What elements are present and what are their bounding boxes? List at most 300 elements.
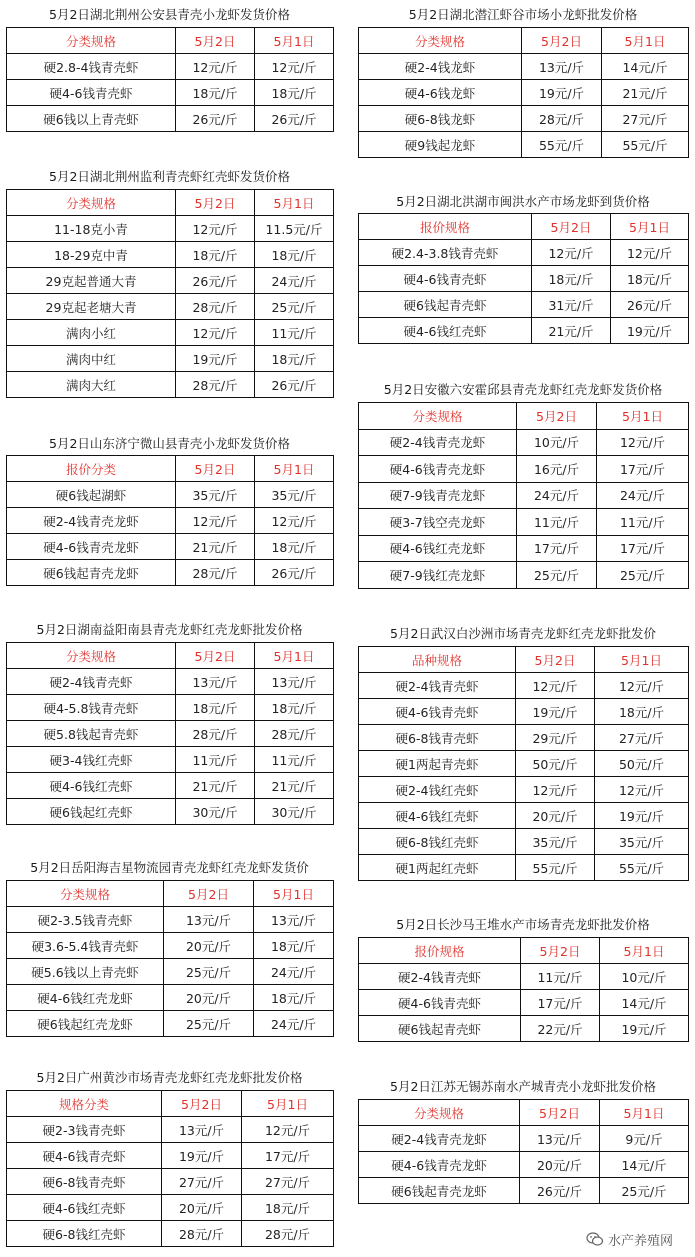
header-cell-date-1: 5月2日 xyxy=(532,214,611,240)
price-cell-may1: 13元/斤 xyxy=(254,907,334,933)
header-cell-spec: 分类规格 xyxy=(359,1100,520,1126)
spec-cell: 硬3-4钱红壳虾 xyxy=(7,747,176,773)
price-cell-may1: 13元/斤 xyxy=(255,669,334,695)
price-table xyxy=(358,1099,689,1204)
price-cell-may1: 18元/斤 xyxy=(254,933,334,959)
price-cell-may2: 21元/斤 xyxy=(176,773,255,799)
price-cell-may1: 19元/斤 xyxy=(595,803,689,829)
price-cell-may1: 18元/斤 xyxy=(255,242,334,268)
table-header-row xyxy=(359,1100,689,1126)
price-cell-may2: 18元/斤 xyxy=(176,242,255,268)
table-row xyxy=(359,1152,689,1178)
price-table xyxy=(6,642,334,825)
price-cell-may1: 19元/斤 xyxy=(600,1016,689,1042)
price-cell-may1: 24元/斤 xyxy=(255,268,334,294)
table-row xyxy=(7,773,334,799)
price-cell-may1: 55元/斤 xyxy=(602,132,689,158)
spec-cell: 硬9钱起龙虾 xyxy=(359,132,522,158)
price-table xyxy=(358,646,689,881)
price-cell-may1: 21元/斤 xyxy=(602,80,689,106)
table-title: 5月2日湖北潜江虾谷市场小龙虾批发价格 xyxy=(408,7,638,22)
header-cell-date-2: 5月1日 xyxy=(600,1100,689,1126)
price-cell-may2: 28元/斤 xyxy=(162,1221,242,1247)
price-cell-may2: 10元/斤 xyxy=(517,429,597,456)
spec-cell: 硬4-6钱青壳虾 xyxy=(7,80,176,106)
spec-cell: 硬6-8钱青壳虾 xyxy=(7,1169,162,1195)
table-row xyxy=(359,1126,689,1152)
spec-cell: 硬6钱起红壳虾 xyxy=(7,799,176,825)
price-cell-may1: 12元/斤 xyxy=(595,673,689,699)
price-cell-may2: 13元/斤 xyxy=(176,669,255,695)
table-row xyxy=(7,695,334,721)
price-cell-may2: 55元/斤 xyxy=(522,132,602,158)
spec-cell: 硬4-6钱青壳龙虾 xyxy=(359,456,517,483)
table-row xyxy=(7,268,334,294)
header-cell-date-1: 5月2日 xyxy=(176,643,255,669)
price-cell-may1: 11元/斤 xyxy=(255,747,334,773)
table-row xyxy=(359,1016,689,1042)
table-row xyxy=(7,1117,334,1143)
spec-cell: 硬7-9钱红壳龙虾 xyxy=(359,562,517,589)
price-cell-may1: 24元/斤 xyxy=(254,959,334,985)
price-cell-may2: 12元/斤 xyxy=(516,777,595,803)
table-row xyxy=(359,535,689,562)
spec-cell: 硬1两起红壳虾 xyxy=(359,855,516,881)
table-title: 5月2日湖南益阳南县青壳龙虾红壳龙虾批发价格 xyxy=(36,622,303,637)
price-cell-may2: 28元/斤 xyxy=(176,372,255,398)
table-row xyxy=(7,721,334,747)
table-row xyxy=(7,985,334,1011)
price-cell-may1: 12元/斤 xyxy=(255,54,334,80)
price-cell-may2: 20元/斤 xyxy=(164,933,254,959)
table-row xyxy=(359,990,689,1016)
price-cell-may1: 18元/斤 xyxy=(255,695,334,721)
spec-cell: 硬6钱以上青壳虾 xyxy=(7,106,176,132)
table-row xyxy=(7,747,334,773)
table-row xyxy=(359,240,689,266)
table-header-row xyxy=(359,938,689,964)
table-header-row xyxy=(359,647,689,673)
table-title: 5月2日江苏无锡苏南水产城青壳小龙虾批发价格 xyxy=(390,1079,656,1094)
price-cell-may1: 12元/斤 xyxy=(597,429,689,456)
price-cell-may1: 19元/斤 xyxy=(611,318,689,344)
price-cell-may1: 26元/斤 xyxy=(255,106,334,132)
spec-cell: 硬2.8-4钱青壳虾 xyxy=(7,54,176,80)
price-cell-may1: 11元/斤 xyxy=(255,320,334,346)
table-row xyxy=(7,560,334,586)
table-row xyxy=(359,725,689,751)
table-header-row xyxy=(359,28,689,54)
price-table xyxy=(358,402,689,589)
spec-cell: 硬2-4钱青壳虾 xyxy=(359,673,516,699)
price-cell-may2: 28元/斤 xyxy=(176,294,255,320)
spec-cell: 硬6-8钱龙虾 xyxy=(359,106,522,132)
price-cell-may1: 26元/斤 xyxy=(255,372,334,398)
table-row xyxy=(359,855,689,881)
price-table xyxy=(6,189,334,398)
table-row xyxy=(7,242,334,268)
price-cell-may1: 26元/斤 xyxy=(255,560,334,586)
table-row xyxy=(7,80,334,106)
header-cell-date-1: 5月2日 xyxy=(516,647,595,673)
table-row xyxy=(7,508,334,534)
spec-cell: 硬4-6钱龙虾 xyxy=(359,80,522,106)
header-cell-date-1: 5月2日 xyxy=(164,881,254,907)
header-cell-date-2: 5月1日 xyxy=(600,938,689,964)
table-row xyxy=(7,669,334,695)
price-cell-may1: 27元/斤 xyxy=(602,106,689,132)
price-cell-may1: 35元/斤 xyxy=(595,829,689,855)
price-cell-may2: 19元/斤 xyxy=(162,1143,242,1169)
header-cell-date-2: 5月1日 xyxy=(255,643,334,669)
table-header-row xyxy=(7,1091,334,1117)
header-cell-date-1: 5月2日 xyxy=(176,190,255,216)
price-cell-may1: 26元/斤 xyxy=(611,292,689,318)
spec-cell: 硬6钱起青壳龙虾 xyxy=(7,560,176,586)
price-cell-may2: 25元/斤 xyxy=(164,1011,254,1037)
spec-cell: 硬7-9钱青壳龙虾 xyxy=(359,482,517,509)
header-cell-spec: 分类规格 xyxy=(359,28,522,54)
spec-cell: 硬4-6钱红壳虾 xyxy=(7,1195,162,1221)
spec-cell: 硬1两起青壳虾 xyxy=(359,751,516,777)
price-cell-may1: 18元/斤 xyxy=(254,985,334,1011)
table-row xyxy=(359,1178,689,1204)
header-cell-date-2: 5月1日 xyxy=(611,214,689,240)
table-header-row xyxy=(7,456,334,482)
price-cell-may2: 13元/斤 xyxy=(162,1117,242,1143)
spec-cell: 满肉大红 xyxy=(7,372,176,398)
price-cell-may2: 21元/斤 xyxy=(176,534,255,560)
price-cell-may1: 18元/斤 xyxy=(255,80,334,106)
table-header-row xyxy=(7,28,334,54)
table-row xyxy=(359,429,689,456)
price-cell-may2: 12元/斤 xyxy=(176,508,255,534)
table-row xyxy=(359,751,689,777)
price-cell-may2: 21元/斤 xyxy=(532,318,611,344)
header-cell-spec: 分类规格 xyxy=(7,190,176,216)
price-cell-may2: 13元/斤 xyxy=(522,54,602,80)
table-title: 5月2日安徽六安霍邱县青壳龙虾红壳龙虾发货价格 xyxy=(383,382,663,397)
spec-cell: 硬2-4钱红壳虾 xyxy=(359,777,516,803)
spec-cell: 硬2.4-3.8钱青壳虾 xyxy=(359,240,532,266)
table-row xyxy=(7,959,334,985)
price-cell-may2: 12元/斤 xyxy=(176,54,255,80)
spec-cell: 满肉小红 xyxy=(7,320,176,346)
price-cell-may2: 25元/斤 xyxy=(164,959,254,985)
price-table xyxy=(358,937,689,1042)
table-title: 5月2日广州黄沙市场青壳龙虾红壳龙虾批发价格 xyxy=(36,1070,303,1085)
price-table xyxy=(6,1090,334,1247)
table-row xyxy=(7,1221,334,1247)
price-cell-may1: 17元/斤 xyxy=(597,535,689,562)
header-cell-date-1: 5月2日 xyxy=(517,403,597,430)
price-cell-may2: 11元/斤 xyxy=(176,747,255,773)
header-cell-date-1: 5月2日 xyxy=(176,456,255,482)
header-cell-spec: 分类规格 xyxy=(7,881,164,907)
table-header-row xyxy=(7,643,334,669)
price-cell-may1: 25元/斤 xyxy=(597,562,689,589)
price-cell-may2: 18元/斤 xyxy=(176,695,255,721)
price-cell-may2: 13元/斤 xyxy=(164,907,254,933)
table-row xyxy=(359,803,689,829)
table-row xyxy=(7,799,334,825)
table-row xyxy=(7,372,334,398)
table-title: 5月2日湖北荆州公安县青壳小龙虾发货价格 xyxy=(49,7,290,22)
price-cell-may2: 19元/斤 xyxy=(516,699,595,725)
header-cell-date-1: 5月2日 xyxy=(521,938,600,964)
spec-cell: 硬2-4钱青壳龙虾 xyxy=(359,1126,520,1152)
price-cell-may2: 11元/斤 xyxy=(521,964,600,990)
price-cell-may2: 35元/斤 xyxy=(516,829,595,855)
spec-cell: 满肉中红 xyxy=(7,346,176,372)
price-table xyxy=(358,27,689,158)
spec-cell: 硬3-7钱空壳龙虾 xyxy=(359,509,517,536)
spec-cell: 硬6钱起青壳龙虾 xyxy=(359,1178,520,1204)
price-table xyxy=(6,455,334,586)
price-cell-may2: 55元/斤 xyxy=(516,855,595,881)
table-row xyxy=(7,1143,334,1169)
price-cell-may1: 24元/斤 xyxy=(597,482,689,509)
table-row xyxy=(359,482,689,509)
spec-cell: 硬6-8钱青壳虾 xyxy=(359,725,516,751)
price-cell-may2: 18元/斤 xyxy=(532,266,611,292)
price-cell-may2: 50元/斤 xyxy=(516,751,595,777)
spec-cell: 29克起老塘大青 xyxy=(7,294,176,320)
table-header-row xyxy=(7,190,334,216)
header-cell-date-2: 5月1日 xyxy=(602,28,689,54)
spec-cell: 硬2-3.5钱青壳虾 xyxy=(7,907,164,933)
spec-cell: 硬4-6钱红壳龙虾 xyxy=(7,985,164,1011)
spec-cell: 硬2-4钱青壳虾 xyxy=(7,669,176,695)
header-cell-date-2: 5月1日 xyxy=(254,881,334,907)
price-cell-may1: 18元/斤 xyxy=(595,699,689,725)
price-cell-may2: 12元/斤 xyxy=(532,240,611,266)
table-row xyxy=(359,456,689,483)
table-row xyxy=(359,673,689,699)
spec-cell: 硬6钱起青壳虾 xyxy=(359,292,532,318)
price-cell-may2: 16元/斤 xyxy=(517,456,597,483)
price-cell-may1: 10元/斤 xyxy=(600,964,689,990)
table-row xyxy=(359,964,689,990)
header-cell-date-2: 5月1日 xyxy=(255,28,334,54)
spec-cell: 硬6钱起青壳虾 xyxy=(359,1016,521,1042)
table-row xyxy=(7,1011,334,1037)
table-row xyxy=(359,318,689,344)
header-cell-spec: 品种规格 xyxy=(359,647,516,673)
price-cell-may2: 17元/斤 xyxy=(521,990,600,1016)
spec-cell: 硬2-4钱青壳龙虾 xyxy=(7,508,176,534)
price-cell-may2: 12元/斤 xyxy=(176,216,255,242)
table-row xyxy=(7,933,334,959)
table-title: 5月2日湖北荆州监利青壳虾红壳虾发货价格 xyxy=(49,169,290,184)
spec-cell: 硬4-6钱青壳龙虾 xyxy=(7,534,176,560)
table-row xyxy=(359,132,689,158)
price-cell-may1: 21元/斤 xyxy=(255,773,334,799)
header-cell-spec: 报价规格 xyxy=(359,938,521,964)
price-cell-may2: 26元/斤 xyxy=(520,1178,600,1204)
spec-cell: 硬5.8钱起青壳虾 xyxy=(7,721,176,747)
price-cell-may2: 12元/斤 xyxy=(516,673,595,699)
table-row xyxy=(7,106,334,132)
table-title: 5月2日湖北洪湖市闽洪水产市场龙虾到货价格 xyxy=(396,194,650,209)
table-row xyxy=(7,294,334,320)
header-cell-date-1: 5月2日 xyxy=(520,1100,600,1126)
price-table xyxy=(6,27,334,132)
price-cell-may2: 11元/斤 xyxy=(517,509,597,536)
spec-cell: 硬4-6钱青壳虾 xyxy=(7,1143,162,1169)
header-cell-date-2: 5月1日 xyxy=(597,403,689,430)
header-cell-date-2: 5月1日 xyxy=(242,1091,334,1117)
price-cell-may2: 22元/斤 xyxy=(521,1016,600,1042)
price-cell-may2: 18元/斤 xyxy=(176,80,255,106)
table-row xyxy=(7,907,334,933)
spec-cell: 硬2-3钱青壳虾 xyxy=(7,1117,162,1143)
table-row xyxy=(359,80,689,106)
price-table xyxy=(358,213,689,344)
spec-cell: 硬4-6钱红壳龙虾 xyxy=(359,535,517,562)
table-row xyxy=(359,829,689,855)
price-cell-may1: 12元/斤 xyxy=(595,777,689,803)
table-row xyxy=(359,562,689,589)
table-header-row xyxy=(359,214,689,240)
price-cell-may2: 26元/斤 xyxy=(176,268,255,294)
spec-cell: 11-18克小青 xyxy=(7,216,176,242)
price-cell-may2: 19元/斤 xyxy=(176,346,255,372)
table-row xyxy=(7,1169,334,1195)
spec-cell: 硬4-6钱红壳虾 xyxy=(359,318,532,344)
header-cell-spec: 分类规格 xyxy=(7,28,176,54)
wechat-icon xyxy=(586,1232,604,1247)
price-cell-may1: 28元/斤 xyxy=(255,721,334,747)
header-cell-date-2: 5月1日 xyxy=(595,647,689,673)
price-cell-may2: 13元/斤 xyxy=(520,1126,600,1152)
price-cell-may1: 12元/斤 xyxy=(242,1117,334,1143)
header-cell-spec: 报价分类 xyxy=(7,456,176,482)
spec-cell: 硬2-4钱龙虾 xyxy=(359,54,522,80)
table-title: 5月2日岳阳海吉星物流园青壳龙虾红壳龙虾发货价 xyxy=(30,860,309,875)
header-cell-date-1: 5月2日 xyxy=(522,28,602,54)
price-cell-may1: 27元/斤 xyxy=(242,1169,334,1195)
price-cell-may1: 18元/斤 xyxy=(255,346,334,372)
price-cell-may2: 25元/斤 xyxy=(517,562,597,589)
price-cell-may2: 28元/斤 xyxy=(522,106,602,132)
table-row xyxy=(7,320,334,346)
price-cell-may2: 29元/斤 xyxy=(516,725,595,751)
price-cell-may2: 26元/斤 xyxy=(176,106,255,132)
price-cell-may1: 30元/斤 xyxy=(255,799,334,825)
spec-cell: 硬2-4钱青壳虾 xyxy=(359,964,521,990)
price-cell-may2: 20元/斤 xyxy=(164,985,254,1011)
price-cell-may1: 11元/斤 xyxy=(597,509,689,536)
table-row xyxy=(7,54,334,80)
table-title: 5月2日长沙马王堆水产市场青壳龙虾批发价格 xyxy=(396,917,650,932)
spec-cell: 硬5.6钱以上青壳虾 xyxy=(7,959,164,985)
table-title: 5月2日山东济宁微山县青壳小龙虾发货价格 xyxy=(49,436,290,451)
spec-cell: 硬2-4钱青壳龙虾 xyxy=(359,429,517,456)
spec-cell: 29克起普通大青 xyxy=(7,268,176,294)
price-cell-may2: 27元/斤 xyxy=(162,1169,242,1195)
spec-cell: 硬4-6钱青壳虾 xyxy=(359,990,521,1016)
table-row xyxy=(359,266,689,292)
table-row xyxy=(359,509,689,536)
header-cell-date-2: 5月1日 xyxy=(255,456,334,482)
table-row xyxy=(359,777,689,803)
price-cell-may1: 14元/斤 xyxy=(602,54,689,80)
watermark-text: 水产养殖网 xyxy=(607,1234,673,1249)
table-row xyxy=(7,534,334,560)
price-cell-may1: 14元/斤 xyxy=(600,1152,689,1178)
header-cell-spec: 报价规格 xyxy=(359,214,532,240)
price-cell-may1: 50元/斤 xyxy=(595,751,689,777)
table-title: 5月2日武汉白沙洲市场青壳龙虾红壳龙虾批发价 xyxy=(390,626,656,641)
spec-cell: 18-29克中青 xyxy=(7,242,176,268)
watermark xyxy=(586,1230,673,1249)
table-row xyxy=(359,106,689,132)
price-table xyxy=(6,880,334,1037)
price-cell-may1: 17元/斤 xyxy=(242,1143,334,1169)
price-cell-may2: 35元/斤 xyxy=(176,482,255,508)
price-cell-may2: 20元/斤 xyxy=(520,1152,600,1178)
table-row xyxy=(7,482,334,508)
spec-cell: 硬6钱起红壳龙虾 xyxy=(7,1011,164,1037)
spec-cell: 硬4-6钱红壳虾 xyxy=(359,803,516,829)
price-cell-may1: 12元/斤 xyxy=(611,240,689,266)
spec-cell: 硬3.6-5.4钱青壳虾 xyxy=(7,933,164,959)
spec-cell: 硬6钱起湖虾 xyxy=(7,482,176,508)
table-row xyxy=(7,346,334,372)
spec-cell: 硬6-8钱红壳虾 xyxy=(359,829,516,855)
spec-cell: 硬4-6钱青壳虾 xyxy=(359,699,516,725)
table-row xyxy=(7,216,334,242)
price-cell-may2: 24元/斤 xyxy=(517,482,597,509)
price-cell-may1: 55元/斤 xyxy=(595,855,689,881)
spec-cell: 硬4-6钱青壳虾 xyxy=(359,266,532,292)
price-cell-may2: 20元/斤 xyxy=(516,803,595,829)
price-cell-may2: 30元/斤 xyxy=(176,799,255,825)
table-row xyxy=(359,292,689,318)
price-cell-may2: 19元/斤 xyxy=(522,80,602,106)
spec-cell: 硬6-8钱红壳虾 xyxy=(7,1221,162,1247)
price-cell-may1: 25元/斤 xyxy=(600,1178,689,1204)
price-cell-may2: 12元/斤 xyxy=(176,320,255,346)
price-cell-may1: 17元/斤 xyxy=(597,456,689,483)
header-cell-date-2: 5月1日 xyxy=(255,190,334,216)
price-cell-may1: 14元/斤 xyxy=(600,990,689,1016)
table-header-row xyxy=(7,881,334,907)
header-cell-date-1: 5月2日 xyxy=(176,28,255,54)
spec-cell: 硬4-5.8钱青壳虾 xyxy=(7,695,176,721)
price-cell-may1: 18元/斤 xyxy=(242,1195,334,1221)
price-cell-may1: 25元/斤 xyxy=(255,294,334,320)
price-cell-may1: 28元/斤 xyxy=(242,1221,334,1247)
price-cell-may1: 9元/斤 xyxy=(600,1126,689,1152)
price-cell-may2: 17元/斤 xyxy=(517,535,597,562)
header-cell-spec: 分类规格 xyxy=(359,403,517,430)
spec-cell: 硬4-6钱红壳虾 xyxy=(7,773,176,799)
price-cell-may2: 20元/斤 xyxy=(162,1195,242,1221)
price-cell-may2: 28元/斤 xyxy=(176,560,255,586)
spec-cell: 硬4-6钱青壳龙虾 xyxy=(359,1152,520,1178)
price-cell-may1: 11.5元/斤 xyxy=(255,216,334,242)
price-cell-may1: 24元/斤 xyxy=(254,1011,334,1037)
table-row xyxy=(359,54,689,80)
price-cell-may1: 18元/斤 xyxy=(255,534,334,560)
price-cell-may2: 31元/斤 xyxy=(532,292,611,318)
price-cell-may1: 27元/斤 xyxy=(595,725,689,751)
price-cell-may1: 35元/斤 xyxy=(255,482,334,508)
price-cell-may1: 18元/斤 xyxy=(611,266,689,292)
price-cell-may1: 12元/斤 xyxy=(255,508,334,534)
